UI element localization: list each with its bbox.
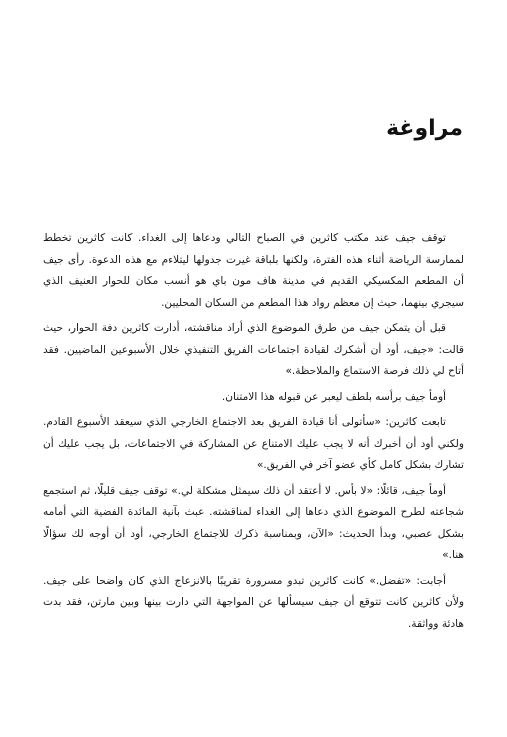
paragraph: تابعت كاثرين: «سأتولى أنا قيادة الفريق بعد الاجتماع الخارجي الذي سيعقد الأسبوع القادم. ولكني أود أن أخبرك أنه لا يجب عليك الامتناع عن المشاركة في الاجتماعات، بل يجب عليك أن تشارك بشكل كامل كأي عضو آخر في الفريق.» <box>43 416 464 471</box>
chapter-body <box>43 228 464 639</box>
paragraph: أجابت: «تفضل.» كانت كاثرين تبدو مسرورة تقريبًا بالانزعاج الذي كان واضحا على جيف. ولأن كاثرين كانت تتوقع أن جيف سيسألها عن المواجهة التي دارت بينها وبين مارتن، فقد بدت هادئة وواثقة. <box>43 574 464 630</box>
paragraph: قبل أن يتمكن جيف من طرق الموضوع الذي أراد مناقشته، أدارت كاثرين دفة الحوار، حيث قالت: «جيف، أود أن أشكرك لقيادة اجتماعات الفريق التنفيذي خلال الأسبوعين الماضيين. فقد أتاح لي ذلك فرصة الاستماع والملاحظة.» <box>43 322 464 377</box>
paragraph: أومأ جيف برأسه بلطف ليعبر عن قبوله هذا الامتنان. <box>221 390 446 403</box>
chapter-title: مراوغة <box>386 116 463 141</box>
paragraph: توقف جيف عند مكتب كاثرين في الصباح التالي ودعاها إلى الغداء. كانت كاثرين تخطط لممارسة الرياضة أثناء هذه الفترة، ولكنها بلباقة غيرت جدولها ليتلاءم مع هذه الدعوة. رأى جيف أن المطعم المكسيكي القديم في مدينة هاف مون باي هو أنسب مكان للحوار العنيف الذي سيجري بينهما، حيث إن معظم رواد هذا المطعم من السكان المحليين. <box>43 232 464 309</box>
paragraph: أومأ جيف، قائلًا: «لا بأس. لا أعتقد أن ذلك سيمثل مشكلة لي.» توقف جيف قليلًا، ثم استجمع شجاعته لطرح الموضوع الذي دعاها إلى الغداء لمناقشته. عبث بآنية المائدة الفضية التي أمامه بشكل عصبي، وبدأ الحديث: «الآن، وبمناسبة ذكرك للاجتماع الخارجي، أود أن أوجه لك سؤالًا هنا.» <box>43 484 464 561</box>
